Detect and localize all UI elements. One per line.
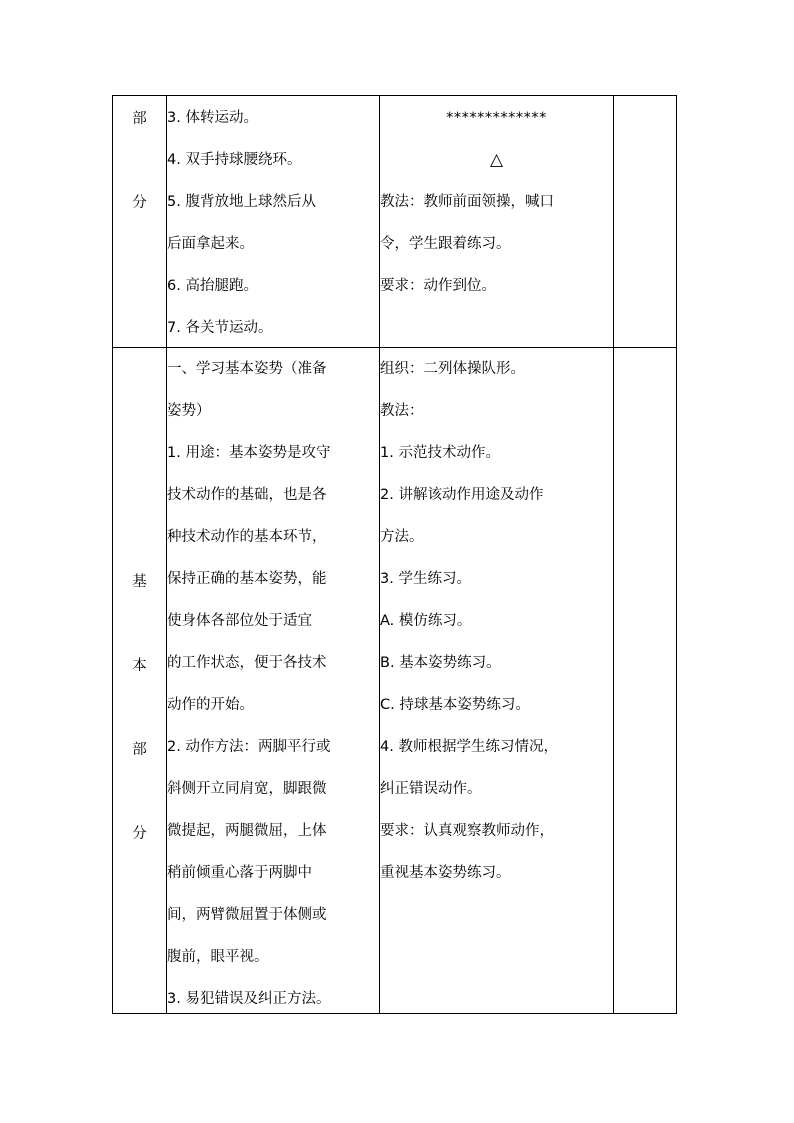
content-line: 3. 体转运动。	[167, 110, 258, 126]
content-line: 技术动作的基础，也是各	[167, 487, 327, 503]
table-row	[113, 348, 677, 1014]
content-line: 2. 动作方法：两脚平行或	[167, 739, 331, 755]
method-line: A. 模仿练习。	[380, 613, 472, 629]
method-line: 4. 教师根据学生练习情况，	[380, 739, 558, 755]
method-line: C. 持球基本姿势练习。	[380, 697, 530, 713]
method-line: B. 基本姿势练习。	[380, 655, 501, 671]
method-line: 令，学生跟着练习。	[380, 236, 511, 252]
notes-cell	[614, 96, 677, 348]
content-line: 姿势）	[167, 403, 211, 419]
method-line: 1. 示范技术动作。	[380, 445, 500, 461]
section-label-cell	[113, 348, 167, 1014]
content-line: 一、学习基本姿势（准备	[167, 361, 327, 377]
content-line: 种技术动作的基本环节，	[167, 529, 327, 545]
section-label-char: 基	[132, 574, 147, 590]
method-line: 2. 讲解该动作用途及动作	[380, 487, 544, 503]
section-label-char: 分	[132, 826, 147, 842]
section-label-char: 本	[132, 658, 147, 674]
content-line: 7. 各关节运动。	[167, 320, 273, 336]
content-line: 4. 双手持球腰绕环。	[167, 152, 302, 168]
content-line: 腹前，眼平视。	[167, 949, 269, 965]
content-line: 1. 用途：基本姿势是攻守	[167, 445, 331, 461]
notes-cell	[614, 348, 677, 1014]
content-line: 间，两臂微屈置于体侧或	[167, 907, 327, 923]
content-line: 斜侧开立同肩宽，脚跟微	[167, 781, 327, 797]
method-line: 要求：动作到位。	[380, 278, 496, 294]
content-line: 3. 易犯错误及纠正方法。	[167, 991, 331, 1007]
section-label-char: 分	[132, 195, 147, 211]
method-cell	[380, 348, 614, 1014]
content-line: 6. 高抬腿跑。	[167, 278, 258, 294]
formation-triangle-icon: △	[489, 150, 504, 170]
section-label-cell	[113, 96, 167, 348]
content-line: 稍前倾重心落于两脚中	[167, 865, 312, 881]
method-line: 方法。	[380, 529, 424, 545]
lesson-plan-table	[112, 95, 677, 1014]
table-row	[113, 96, 677, 348]
method-line: 要求：认真观察教师动作，	[380, 823, 554, 839]
method-line: 教法：教师前面领操，喊口	[380, 194, 554, 210]
method-line: 教法：	[380, 403, 424, 419]
method-line: 3. 学生练习。	[380, 571, 471, 587]
content-cell	[167, 348, 380, 1014]
content-line: 保持正确的基本姿势，能	[167, 571, 327, 587]
formation-stars: *************	[446, 110, 547, 126]
content-line: 的工作状态，便于各技术	[167, 655, 327, 671]
content-line: 5. 腹背放地上球然后从	[167, 194, 316, 210]
content-line: 微提起，两腿微屈，上体	[167, 823, 327, 839]
section-label-char: 部	[132, 111, 147, 127]
section-label-char: 部	[132, 742, 147, 758]
method-line: 重视基本姿势练习。	[380, 865, 511, 881]
content-line: 后面拿起来。	[167, 236, 254, 252]
method-line: 纠正错误动作。	[380, 781, 482, 797]
content-line: 动作的开始。	[167, 697, 254, 713]
method-cell	[380, 96, 614, 348]
content-cell	[167, 96, 380, 348]
content-line: 使身体各部位处于适宜	[167, 613, 312, 629]
method-line: 组织：二列体操队形。	[380, 361, 525, 377]
